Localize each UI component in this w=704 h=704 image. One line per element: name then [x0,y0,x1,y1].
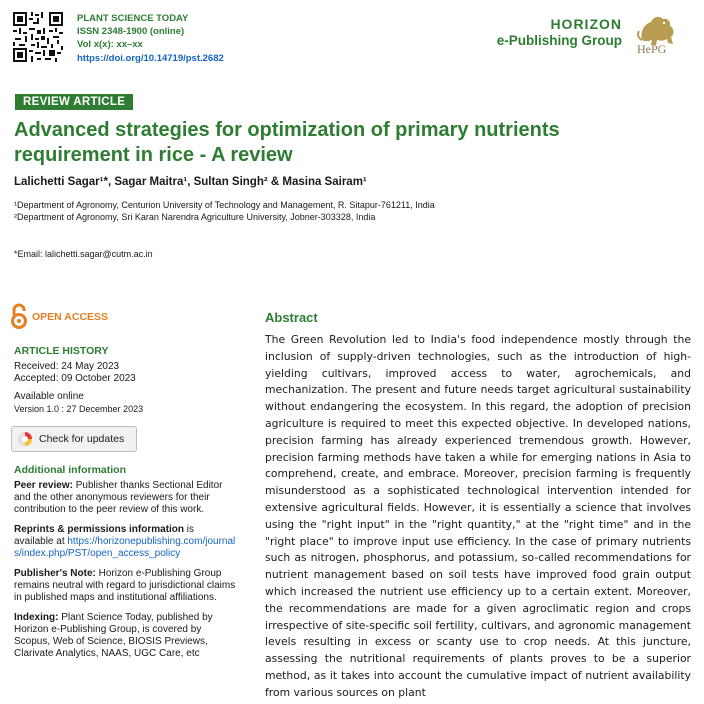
affiliation-2: ²Department of Agronomy, Sri Karan Narendra Agriculture University, Jobner-303328, India [14,212,376,222]
history-heading: ARTICLE HISTORY [14,345,109,357]
indexing-text: Plant Science Today, published by Horizon e-Publishing Group, is covered by Scopus, Web of Science, BIOSIS Previews, Clarivate Analytics, NAAS, UGC Care, etc [14,612,213,659]
publisher-name: HORIZON [550,16,622,32]
indexing-note [14,612,236,660]
publisher-subtitle: e-Publishing Group [496,33,622,48]
reprints-label: Reprints & permissions information [14,524,185,535]
publisher-note-text: Horizon e-Publishing Group remains neutral with regard to jurisdictional claims in published maps and institutional affiliations. [14,568,236,603]
check-updates-icon [17,431,33,447]
reprints-text: is available at [14,524,195,547]
doi-link[interactable]: https://doi.org/10.14719/pst.2682 [77,52,224,64]
additional-heading: Additional information [14,464,126,476]
journal-volume: Vol x(x): xx–xx [77,39,143,51]
article-history [14,345,236,415]
journal-issn: ISSN 2348-1900 (online) [77,26,185,38]
publisher-block [497,16,622,50]
article-type-badge: REVIEW ARTICLE [15,94,133,110]
publisher-note-label: Publisher's Note: [14,568,96,579]
reprints-note [14,524,236,560]
publisher-note [14,568,236,604]
additional-info [14,464,236,660]
online-label: Available online [14,391,84,402]
publisher-logo-text: HePG [637,42,667,56]
qr-code [13,12,63,62]
open-access-policy-link[interactable]: https://horizonepublishing.com/journals/index.php/PST/open_access_policy [14,536,236,559]
journal-info [77,12,224,65]
open-access-label: OPEN ACCESS [32,311,109,323]
accepted-date: Accepted: 09 October 2023 [14,373,136,384]
affiliation-1: ¹Department of Agronomy, Centurion University of Technology and Management, R. Sitapur-761211, India [14,200,435,210]
open-access-icon [8,303,30,329]
check-updates-label: Check for updates [39,433,125,445]
abstract-heading: Abstract [265,310,318,325]
check-for-updates-button[interactable] [11,426,137,452]
abstract-text: The Green Revolution led to India's food independence mostly through the inclusion of supply-driven technologies, such as the introduction of high-yielding cultivars, improved access to water, agrochemicals, and mechanization. The present and future needs target agricultural sustainability without endangering the ecosystem. In this regard, the adoption of precision agriculture is required to meet this expected objective. In developed nations, precision farming has already experienced tremendous growth. However, precision farming methods have taken a while for emerging nations in Asia to comprehend, create, and embrace. Moreover, precision farming is frequently misunderstood as a sophisticated technological intervention intended for extensive agricultural fields. However, it is essentially a science that involves using the "right input" in the "right quantity," at the "right time" and in the "right place" to improve input use efficiency. In the case of primary nutrients such as nitrogen, phosphorus, and potassium, so-called recommendations for nutrient management based on soil tests have improved food grain output which increased the nutrient use efficiency up to a certain extent. Moreover, the recommendations are made for a given agroclimatic region and crops irrespective of site-specific soil fertility, cultivars, and agronomic management levels resulting in excess or scanty use to crop needs. At this juncture, assessing the nutritional requirements of plants proves to be a superior method, as it takes into account the cumulative impact of nutrient availability from various sources on plant [265,333,691,699]
version-info: Version 1.0 : 27 December 2023 [14,404,144,414]
indexing-label: Indexing: [14,612,59,623]
peer-review-text: Publisher thanks Sectional Editor and the other anonymous reviewers for their contribution to the peer review of this work. [14,480,223,515]
author-list: Lalichetti Sagar¹*, Sagar Maitra¹, Sultan Singh² & Masina Sairam¹ [14,176,367,188]
corresponding-email: *Email: lalichetti.sagar@cutm.ac.in [14,249,153,259]
article-title: Advanced strategies for optimization of primary nutrients requirement in rice - A review [14,119,560,166]
peer-review-note [14,480,236,516]
journal-name: PLANT SCIENCE TODAY [77,13,189,24]
received-date: Received: 24 May 2023 [14,361,120,372]
peer-review-label: Peer review: [14,480,73,491]
